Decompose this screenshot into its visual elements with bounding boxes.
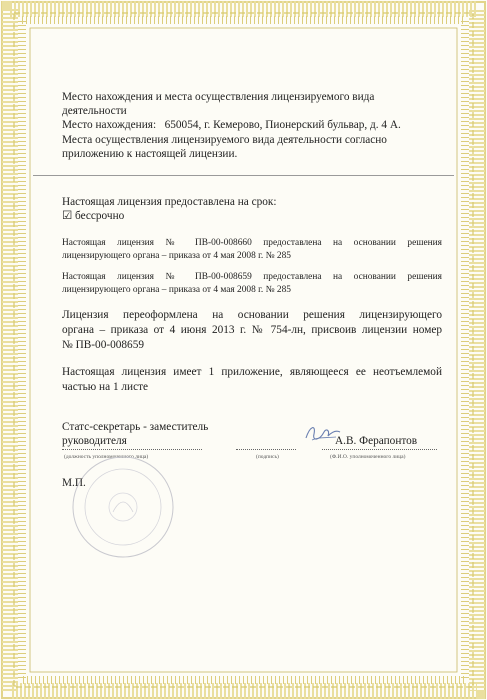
basis-2-line2: лицензирующего органа – приказа от 4 мая 2008 г. № 285 bbox=[62, 285, 291, 295]
position-underline bbox=[62, 449, 202, 450]
term-value: бессрочно bbox=[74, 210, 125, 222]
reissue-line3: № ПВ-00-008659 bbox=[62, 339, 145, 351]
places-line1: Места осуществления лицензируемого вида деятельности согласно bbox=[62, 134, 387, 146]
official-seal-stamp bbox=[68, 452, 178, 562]
signatory-position-line2: руководителя bbox=[62, 435, 127, 447]
signatory-name: А.В. Ферапонтов bbox=[335, 435, 418, 447]
term-label: Настоящая лицензия предоставлена на срок: bbox=[62, 196, 277, 208]
basis-1-line1: Настоящая лицензия № ПВ-00-008660 предоставлена на основании решения bbox=[62, 238, 442, 248]
checkbox-checked-icon: ☑ bbox=[62, 210, 73, 222]
address-label: Место нахождения: bbox=[62, 119, 157, 131]
signature-underline bbox=[236, 449, 296, 450]
appendix-line1: Настоящая лицензия имеет 1 приложение, являющееся ее неотъемлемой bbox=[62, 366, 442, 378]
location-heading-line2: деятельности bbox=[62, 105, 127, 117]
appendix-line2: частью на 1 листе bbox=[62, 381, 149, 393]
caption-position: (должность уполномоченного лица) bbox=[64, 454, 149, 460]
address-value: 650054, г. Кемерово, Пионерский бульвар, д. 4 А. bbox=[164, 119, 401, 131]
section-divider bbox=[33, 175, 454, 176]
address-line bbox=[62, 119, 401, 132]
basis-1-line2: лицензирующего органа – приказа от 4 мая 2008 г. № 285 bbox=[62, 251, 291, 261]
signatory-position-line1: Статс-секретарь - заместитель bbox=[62, 421, 209, 433]
reissue-line1: Лицензия переоформлена на основании решения лицензирующего bbox=[62, 309, 442, 321]
name-underline bbox=[322, 449, 437, 450]
places-line2: приложению к настоящей лицензии. bbox=[62, 148, 238, 160]
reissue-line2: органа – приказа от 4 июня 2013 г. № 754-лн, присвоив лицензии номер bbox=[62, 324, 442, 336]
caption-name: (Ф.И.О. уполномоченного лица) bbox=[330, 454, 406, 460]
location-heading-line1: Место нахождения и места осуществления лицензируемого вида bbox=[62, 91, 375, 103]
caption-signature: (подпись) bbox=[256, 454, 279, 460]
term-line bbox=[62, 210, 124, 223]
stamp-place-label: М.П. bbox=[62, 477, 86, 489]
handwritten-signature bbox=[302, 420, 342, 446]
basis-2-line1: Настоящая лицензия № ПВ-00-008659 предоставлена на основании решения bbox=[62, 272, 442, 282]
